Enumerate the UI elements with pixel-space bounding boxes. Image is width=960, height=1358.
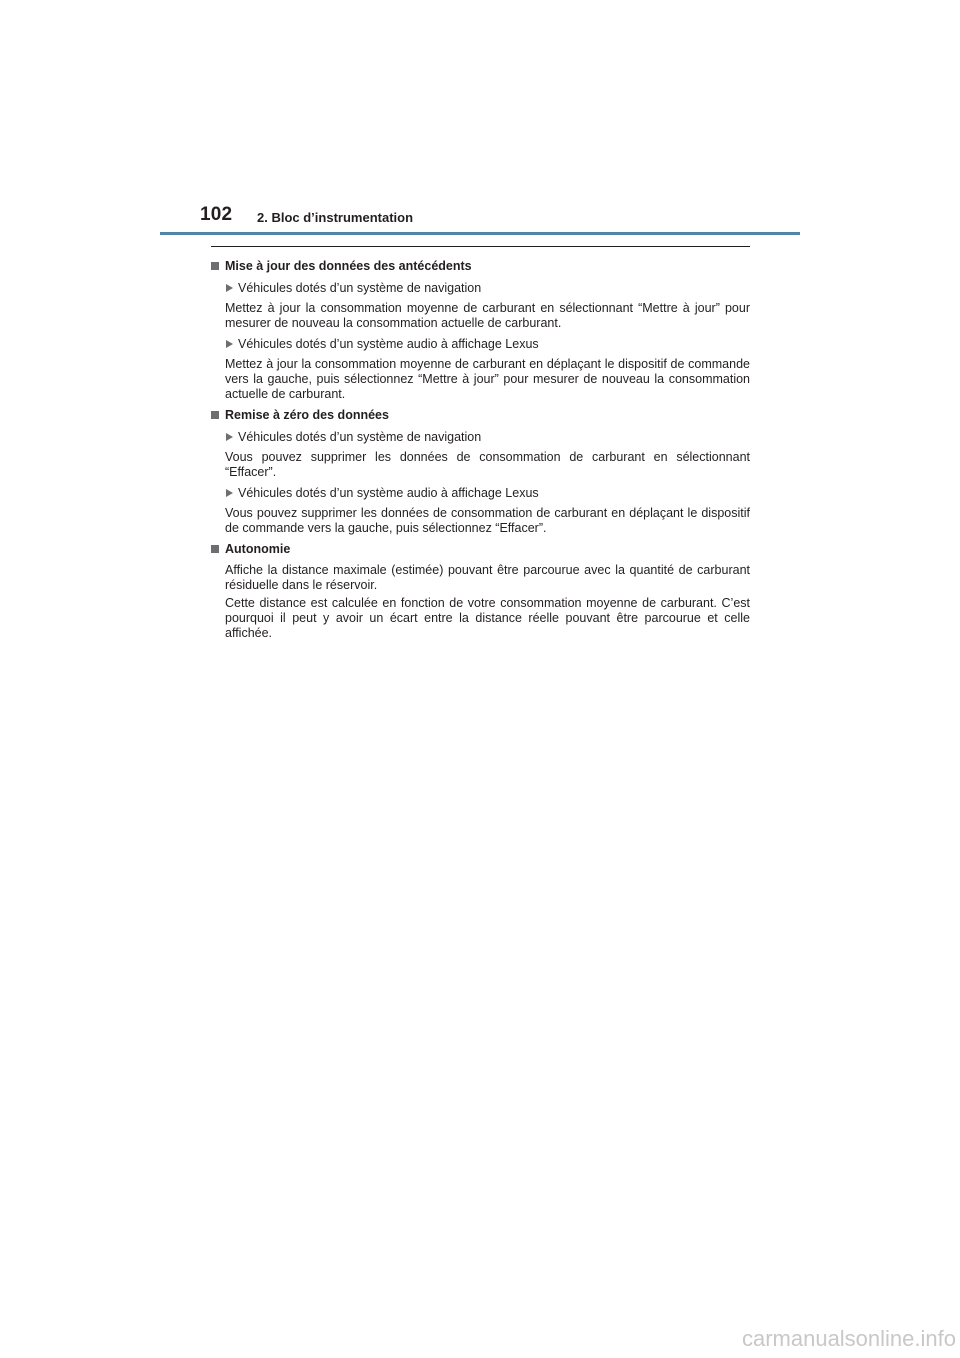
square-bullet-icon — [211, 411, 219, 419]
subheading-audio-lexus — [211, 485, 750, 501]
content — [211, 246, 750, 646]
paragraph: Cette distance est calculée en fonction de votre consommation moyenne de carburant. C’est pourquoi il peut y avoir un écart entre la distance réelle pouvant être parcourue et celle affichée. — [225, 596, 750, 640]
triangle-bullet-icon — [226, 340, 233, 348]
paragraph: Affiche la distance maximale (estimée) pouvant être parcourue avec la quantité de carburant résiduelle dans le réservoir. — [225, 563, 750, 592]
subheading-audio-lexus — [211, 336, 750, 352]
heading-text: Remise à zéro des données — [225, 408, 389, 422]
subheading-text: Véhicules dotés d’un système audio à affichage Lexus — [238, 337, 539, 351]
paragraph: Vous pouvez supprimer les données de consommation de carburant en sélectionnant “Effacer”. — [225, 450, 750, 479]
watermark: carmanualsonline.info — [741, 1326, 956, 1351]
subheading-navigation — [211, 429, 750, 445]
section-title: 2. Bloc d’instrumentation — [257, 210, 414, 225]
page-number: 102 — [200, 204, 233, 225]
paragraph: Mettez à jour la consommation moyenne de carburant en déplaçant le dispositif de commande vers la gauche, puis sélectionnez “Mettre à jour” pour mesurer de nouveau la consommation actuelle de carburant. — [225, 357, 750, 401]
header-rule — [160, 232, 800, 235]
subheading-text: Véhicules dotés d’un système de navigation — [238, 281, 482, 295]
paragraph: Mettez à jour la consommation moyenne de carburant en sélectionnant “Mettre à jour” pour mesurer de nouveau la consommation actuelle de carburant. — [225, 301, 750, 330]
triangle-bullet-icon — [226, 284, 233, 292]
paragraph: Vous pouvez supprimer les données de consommation de carburant en déplaçant le dispositif de commande vers la gauche, puis sélectionnez “Effacer”. — [225, 506, 750, 535]
heading-text: Mise à jour des données des antécédents — [225, 259, 472, 273]
triangle-bullet-icon — [226, 489, 233, 497]
subheading-text: Véhicules dotés d’un système audio à affichage Lexus — [238, 486, 539, 500]
heading-remise-a-zero — [211, 407, 750, 423]
subheading-navigation — [211, 280, 750, 296]
heading-autonomie — [211, 541, 750, 557]
triangle-bullet-icon — [226, 433, 233, 441]
subheading-text: Véhicules dotés d’un système de navigation — [238, 430, 482, 444]
square-bullet-icon — [211, 545, 219, 553]
heading-mise-a-jour — [211, 258, 750, 274]
page-header — [160, 200, 800, 236]
section-divider — [211, 246, 750, 247]
square-bullet-icon — [211, 262, 219, 270]
heading-text: Autonomie — [225, 542, 291, 556]
